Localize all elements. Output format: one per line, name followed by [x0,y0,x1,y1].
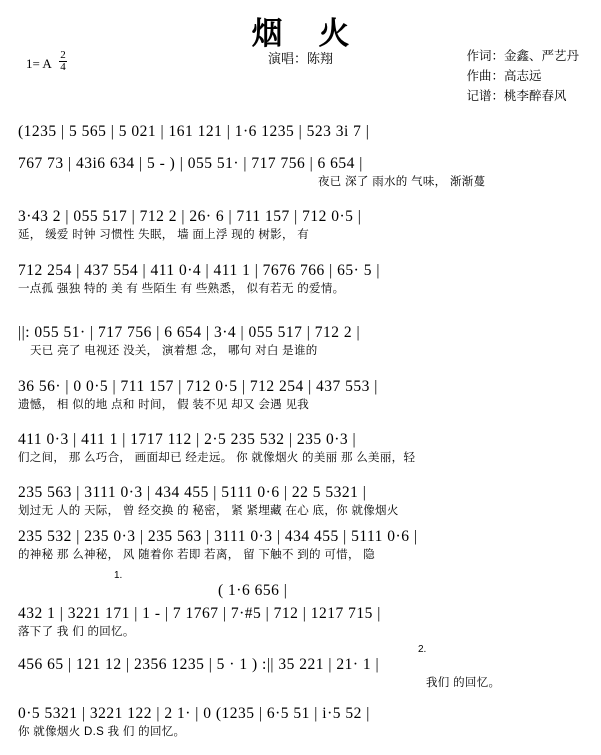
volta-number: 1. [114,570,123,581]
lyric-line: 的神秘 那 么神秘， 风 随着你 若即 若离， 留 下触不 到的 可惜， 隐 [18,549,376,561]
credit-composer: 作曲：高志远 [466,69,542,83]
notation-line: 235 532 | 235 0·3 | 235 563 | 3111 0·3 | 434 455 | 5111 0·6 | [18,528,418,545]
key-signature-text: 1= A [26,56,52,71]
singer-line: 演唱：陈翔 [267,51,333,66]
lyric-line: 们之间， 那 么巧合， 画面却已 经走远。 你 就像烟火 的美丽 那 么美丽，轻 [18,452,416,464]
notation-line: 767 73 | 43i6 634 | 5 - ) | 055 51· | 717 756 | 6 654 | [18,155,363,172]
lyric-line: 天已 亮了 电视还 没关， 演着想 念， 哪句 对白 是谁的 [30,345,318,357]
credits-block [466,46,579,106]
notation-line: 36 56· | 0 0·5 | 711 157 | 712 0·5 | 712 254 | 437 553 | [18,378,378,395]
volta-two-block [18,644,584,656]
lyric-line: 划过无 人的 天际， 曾 经交换 的 秘密， 紧 紧埋藏 在心 底，你 就像烟火 [18,505,399,517]
music-system [18,123,584,143]
notation-line: 0·5 5321 | 3221 122 | 2 1· | 0 (1235 | 6·5 51 | i·5 52 | [18,705,370,722]
notation-line: 411 0·3 | 411 1 | 1717 112 | 2·5 235 532 | 235 0·3 | [18,431,357,448]
volta-number: 2. [418,644,427,655]
page-title: 烟 火 [251,16,364,51]
notation-line: ||: 055 51· | 717 756 | 6 654 | 3·4 | 055 517 | 712 2 | [18,324,361,341]
music-system [18,378,584,413]
volta-one-block [18,570,584,602]
notation-line: 712 254 | 437 554 | 411 0·4 | 411 1 | 7676 766 | 65· 5 | [18,262,380,279]
time-signature-numerator: 2 [60,49,66,61]
lyric-line: 夜已 深了 雨水的 气味， 渐渐蔓 [318,176,486,188]
music-system [18,208,584,243]
pickup-notation: ( 1·6 656 | [218,582,288,599]
notation-line: 456 65 | 121 12 | 2356 1235 | 5 · 1 ) :|| 35 221 | 21· 1 | [18,656,380,673]
lyric-line: 延， 缓爱 时钟 习惯性 失眠， 墙 面上浮 现的 树影， 有 [18,229,310,241]
notation-line: 3·43 2 | 055 517 | 712 2 | 26· 6 | 711 157 | 712 0·5 | [18,208,362,225]
music-system [18,528,584,563]
lyric-line: 你 就像烟火 D.S 我 们 的回忆。 [18,726,186,738]
music-system [18,262,584,297]
credit-lyricist: 作词：金鑫、严艺丹 [466,49,579,63]
lyric-line: 一点孤 强独 特的 美 有 些陌生 有 些熟悉， 似有若无 的爱情。 [18,283,345,295]
music-system [18,705,584,740]
music-system [18,431,584,466]
lyric-line: 我们 的回忆。 [426,677,501,689]
time-signature-denominator: 4 [60,61,66,73]
music-system [18,324,584,359]
music-system [18,605,584,640]
music-system [18,656,584,691]
notation-line: (1235 | 5 565 | 5 021 | 161 121 | 1·6 1235 | 523 3i 7 | [18,123,370,140]
music-system [18,484,584,519]
notation-line: 432 1 | 3221 171 | 1 - | 7 1767 | 7·#5 | 712 | 1217 715 | [18,605,381,622]
lyric-line: 遗憾， 相 似的地 点和 时间， 假 装不见 却又 会遇 见我 [18,399,310,411]
lyric-line: 落下了 我 们 的回忆。 [18,626,135,638]
credit-transcriber: 记谱：桃李醉春风 [466,89,567,103]
notation-line: 235 563 | 3111 0·3 | 434 455 | 5111 0·6 | 22 5 5321 | [18,484,367,501]
music-system [18,155,584,190]
